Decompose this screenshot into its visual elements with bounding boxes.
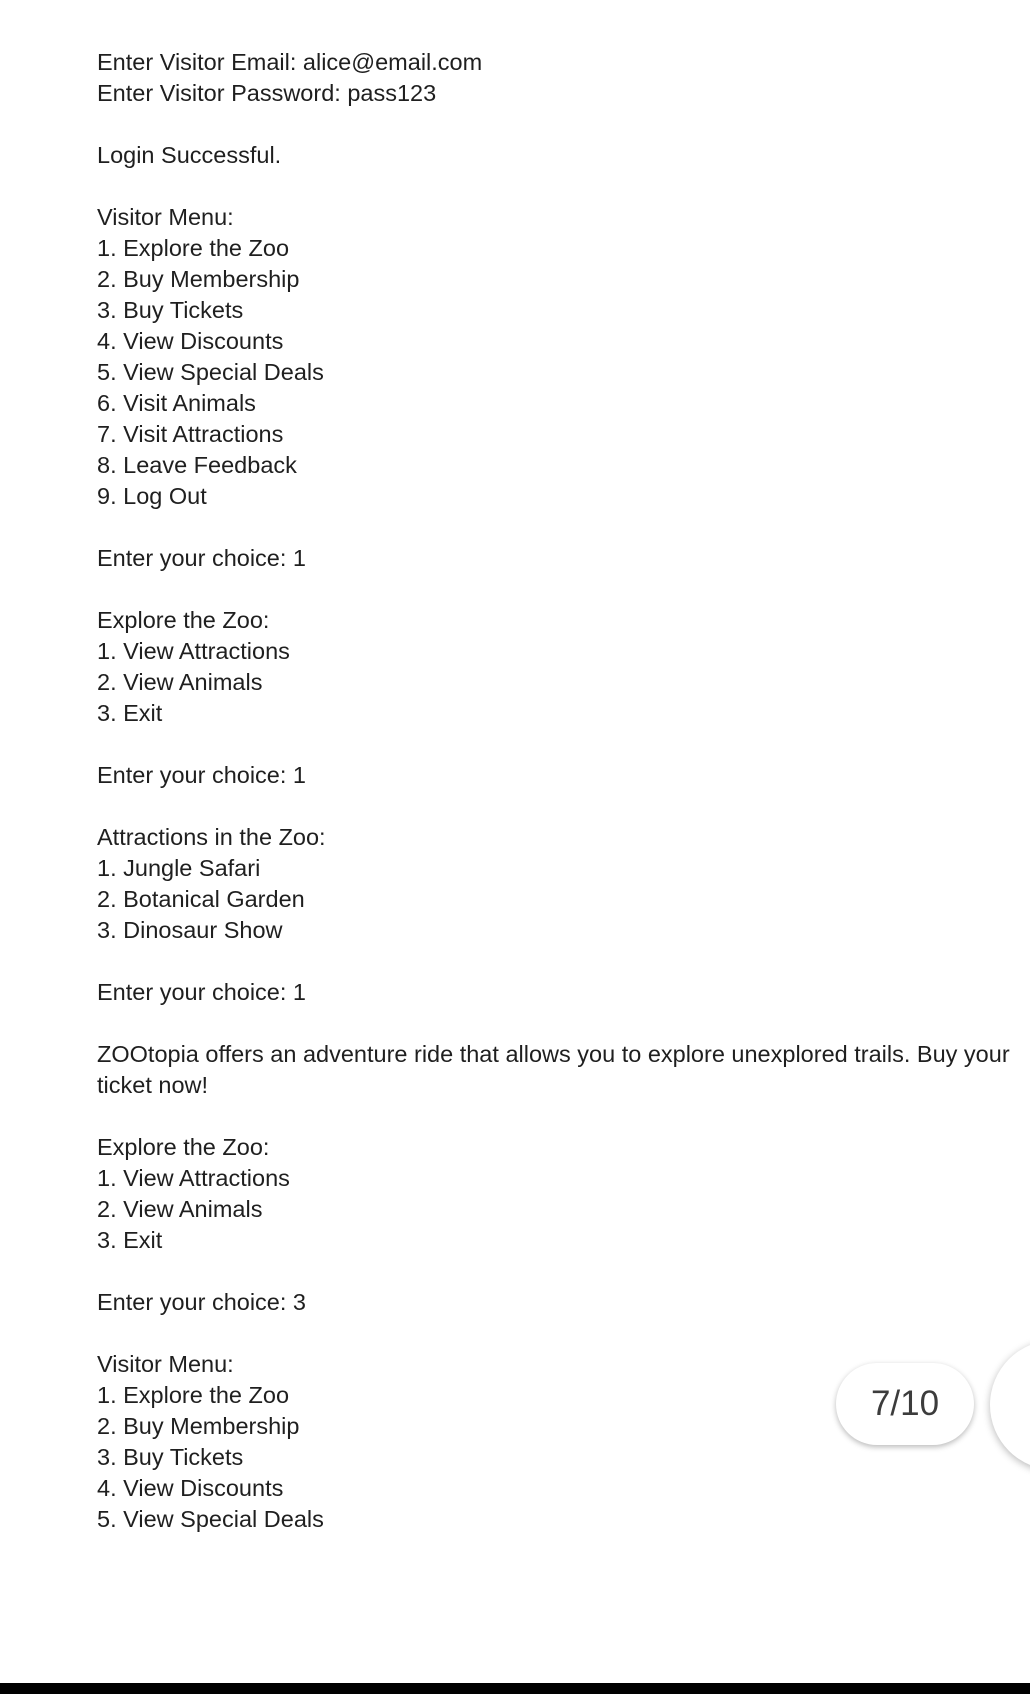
document-content — [97, 47, 1017, 1535]
text-line: 2. Botanical Garden — [97, 886, 305, 912]
text-line: 4. View Discounts — [97, 328, 284, 354]
text-line: Visitor Menu: — [97, 204, 234, 230]
block-spacer — [97, 729, 1017, 760]
text-line: Explore the Zoo: — [97, 1134, 270, 1160]
text-line: ZOOtopia offers an adventure ride that allows you to explore unexplored trails. Buy your — [97, 1041, 1010, 1067]
text-line: 3. Exit — [97, 1227, 163, 1253]
block-spacer — [97, 512, 1017, 543]
text-line: 7. Visit Attractions — [97, 421, 284, 447]
text-line: 5. View Special Deals — [97, 1506, 324, 1532]
text-line: 2. View Animals — [97, 1196, 263, 1222]
text-block — [97, 760, 1017, 791]
block-spacer — [97, 1318, 1017, 1349]
text-line: 8. Leave Feedback — [97, 452, 297, 478]
text-line: Login Successful. — [97, 142, 282, 168]
block-spacer — [97, 171, 1017, 202]
text-line: 2. View Animals — [97, 669, 263, 695]
text-line: 1. Explore the Zoo — [97, 235, 290, 261]
block-spacer — [97, 574, 1017, 605]
text-block — [97, 977, 1017, 1008]
text-line: 3. Buy Tickets — [97, 1444, 244, 1470]
page-counter — [836, 1363, 974, 1445]
text-block — [97, 202, 1017, 512]
navigation-bar — [0, 1683, 1030, 1694]
text-line: 6. Visit Animals — [97, 390, 256, 416]
text-line: 2. Buy Membership — [97, 266, 300, 292]
text-line: ticket now! — [97, 1072, 209, 1098]
text-line: 5. View Special Deals — [97, 359, 324, 385]
block-spacer — [97, 946, 1017, 977]
text-line: Attractions in the Zoo: — [97, 824, 326, 850]
text-line: Enter your choice: 1 — [97, 545, 306, 571]
text-line: Enter your choice: 1 — [97, 762, 306, 788]
text-line: Visitor Menu: — [97, 1351, 234, 1377]
text-line: Enter your choice: 1 — [97, 979, 306, 1005]
block-spacer — [97, 109, 1017, 140]
text-block — [97, 47, 1017, 109]
text-line: 3. Dinosaur Show — [97, 917, 283, 943]
text-line: Enter Visitor Email: alice@email.com — [97, 49, 483, 75]
text-block — [97, 543, 1017, 574]
text-line: 1. View Attractions — [97, 1165, 290, 1191]
text-line: 1. View Attractions — [97, 638, 290, 664]
text-line: Enter your choice: 3 — [97, 1289, 306, 1315]
page-counter-text: 7/10 — [870, 1384, 940, 1423]
text-line: Explore the Zoo: — [97, 607, 270, 633]
text-line: 3. Exit — [97, 700, 163, 726]
text-line: 1. Explore the Zoo — [97, 1382, 290, 1408]
block-spacer — [97, 791, 1017, 822]
text-block — [97, 1039, 1017, 1101]
text-line: 1. Jungle Safari — [97, 855, 261, 881]
text-line: 3. Buy Tickets — [97, 297, 244, 323]
text-line: 4. View Discounts — [97, 1475, 284, 1501]
text-line: 9. Log Out — [97, 483, 207, 509]
text-block — [97, 140, 1017, 171]
text-block — [97, 822, 1017, 946]
block-spacer — [97, 1256, 1017, 1287]
block-spacer — [97, 1008, 1017, 1039]
text-block — [97, 1132, 1017, 1256]
text-line: Enter Visitor Password: pass123 — [97, 80, 437, 106]
text-block — [97, 605, 1017, 729]
text-block — [97, 1287, 1017, 1318]
block-spacer — [97, 1101, 1017, 1132]
text-line: 2. Buy Membership — [97, 1413, 300, 1439]
